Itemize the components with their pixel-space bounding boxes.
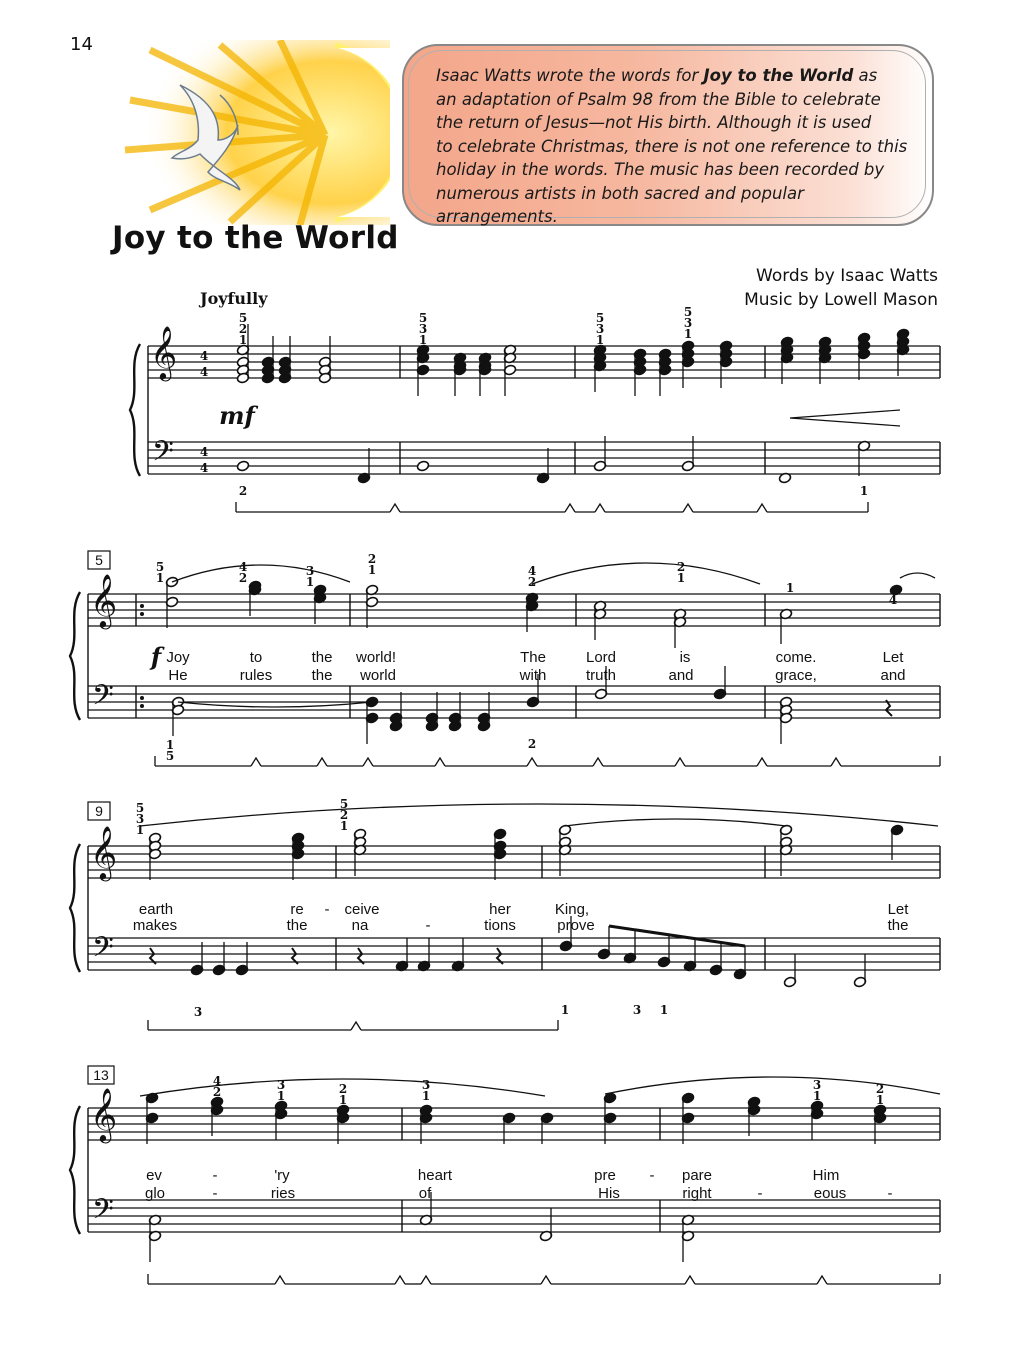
fingering: 1 (135, 823, 145, 837)
fingering: 3 (421, 1078, 431, 1092)
fingering: 1 (276, 1089, 286, 1103)
fingering: 5 (135, 801, 145, 815)
lyric-verse2: eous (813, 1185, 847, 1202)
lyric-verse2: na (351, 917, 369, 934)
note-head (236, 460, 249, 472)
lyric-verse1: the (311, 649, 333, 666)
pedal-change (421, 1276, 431, 1284)
time-signature-bottom: 4 (199, 461, 209, 475)
fingering: 1 (339, 819, 349, 833)
fingering: 1 (367, 563, 377, 577)
lyric-verse1: pare (681, 1167, 713, 1184)
pedal-change (317, 758, 327, 766)
measure-number: 13 (93, 1067, 109, 1083)
lyric-verse2: right (682, 1185, 712, 1202)
fingering: 1 (659, 1003, 669, 1017)
fingering: 3 (135, 812, 145, 826)
fingering: 2 (339, 808, 349, 822)
pedal-change (351, 1022, 361, 1030)
slur (565, 819, 786, 826)
lyric-verse1: pre (594, 1167, 616, 1184)
dynamic-mf: mf (219, 401, 255, 430)
lyric-verse1: - (212, 1167, 218, 1184)
pedal-change (363, 758, 373, 766)
lyric-verse2: world (360, 667, 396, 684)
lyric-verse1: King, (554, 901, 590, 918)
repeat-dot (140, 704, 144, 708)
fingering: 3 (276, 1078, 286, 1092)
slur (140, 804, 938, 826)
slur (172, 565, 350, 582)
fingering: 5 (683, 305, 693, 319)
crescendo-hairpin (790, 410, 900, 426)
fingering: 5 (238, 311, 248, 325)
lyric-verse2: He (168, 667, 188, 684)
pedal-change (757, 504, 767, 512)
pedal-change (593, 758, 603, 766)
brace (70, 592, 80, 720)
fingering: 2 (238, 484, 248, 498)
lyric-verse1: - (649, 1167, 655, 1184)
bass-clef-icon: 𝄢 (92, 931, 114, 971)
fingering: 1 (165, 738, 175, 752)
fingering: 5 (155, 560, 165, 574)
measure-number: 9 (95, 803, 103, 819)
fingering: 4 (527, 564, 537, 578)
lyric-verse2: truth (585, 667, 617, 684)
lyric-verse1: 'ry (274, 1167, 290, 1184)
lyric-verse1: earth (138, 901, 174, 918)
fingering: 1 (595, 333, 605, 347)
music-credit: Music by Lowell Mason (744, 290, 938, 310)
lyric-verse2: glo (144, 1185, 166, 1202)
lyric-verse1: her (489, 901, 511, 918)
fingering: 3 (418, 322, 428, 336)
lyric-verse2: tions (484, 917, 516, 934)
lyric-verse1: Let (887, 901, 909, 918)
fingering: 4 (238, 560, 248, 574)
repeat-dot (140, 696, 144, 700)
time-signature-top: 4 (199, 445, 209, 459)
slur (605, 1077, 940, 1094)
fingering: 2 (238, 571, 248, 585)
lyric-verse1: Him (812, 1167, 840, 1184)
pedal-change (541, 1276, 551, 1284)
lyric-verse2: the (887, 917, 909, 934)
slur (178, 702, 372, 707)
fingering: 2 (338, 1082, 348, 1096)
info-line: holiday in the words. The music has been recorded by (436, 160, 885, 179)
pedal-change (685, 1276, 695, 1284)
lyric-verse2: - (425, 917, 431, 934)
fingering: 1 (812, 1089, 822, 1103)
fingering: 3 (193, 1005, 203, 1019)
lyric-verse2: and (668, 667, 694, 684)
lyric-verse1: Let (882, 649, 904, 666)
pedal-change (683, 504, 693, 512)
pedal-change (435, 758, 445, 766)
fingering: 1 (238, 333, 248, 347)
fingering: 4 (212, 1074, 222, 1088)
lyric-verse1: to (249, 649, 263, 666)
slur (900, 573, 935, 578)
fingering: 1 (683, 327, 693, 341)
brace (130, 344, 140, 476)
info-line: Isaac Watts wrote the words for Joy to the World as (436, 66, 878, 85)
lyric-verse1: Lord (585, 649, 617, 666)
tempo-marking: Joyfully (200, 289, 268, 308)
fingering: 1 (155, 571, 165, 585)
fingering: 1 (785, 581, 795, 595)
pedal-change (390, 504, 400, 512)
lyric-verse1: re (290, 901, 304, 918)
info-line: numerous artists in both sacred and popular arrangements. (436, 183, 804, 226)
lyric-verse2: - (887, 1185, 893, 1202)
pedal-change (565, 504, 575, 512)
fingering: 2 (238, 322, 248, 336)
brace (70, 844, 80, 972)
pedal-change (595, 504, 605, 512)
time-signature-top: 4 (199, 349, 209, 363)
page-number: 14 (70, 34, 93, 55)
fingering: 1 (676, 571, 686, 585)
lyric-verse2: ries (270, 1185, 296, 1202)
slur (532, 563, 760, 584)
lyric-verse2: the (311, 667, 333, 684)
fingering: 2 (527, 737, 537, 751)
bass-clef-icon: 𝄢 (152, 435, 174, 475)
fingering: 1 (338, 1093, 348, 1107)
pedal-change (675, 758, 685, 766)
info-line: the return of Jesus—not His birth. Although it is used (436, 113, 872, 132)
note-head (416, 460, 429, 472)
fingering: 2 (527, 575, 537, 589)
fingering: 1 (418, 333, 428, 347)
fingering: 2 (212, 1085, 222, 1099)
song-title: Joy to the World (112, 220, 399, 256)
treble-clef-icon: 𝄞 (90, 573, 118, 627)
lyric-verse1: The (520, 649, 546, 666)
lyric-verse2: of (418, 1185, 432, 1202)
fingering: 2 (367, 552, 377, 566)
pedal-change (251, 758, 261, 766)
fingering: 5 (339, 797, 349, 811)
fingering: 5 (595, 311, 605, 325)
pedal-change (395, 1276, 405, 1284)
fingering: 3 (812, 1078, 822, 1092)
measure-number: 5 (95, 552, 103, 568)
lyric-verse1: come. (775, 649, 817, 666)
lyric-verse1: Joy (166, 649, 190, 666)
lyric-verse2: rules (239, 667, 273, 684)
time-signature-bottom: 4 (199, 365, 209, 379)
pedal-change (757, 758, 767, 766)
fingering: 3 (305, 564, 315, 578)
treble-clef-icon: 𝄞 (90, 1087, 118, 1141)
lyric-verse2: prove (557, 917, 595, 934)
lyric-verse2: makes (132, 917, 178, 934)
fingering: 1 (421, 1089, 431, 1103)
lyric-verse2: with (519, 667, 547, 684)
lyric-verse2: the (286, 917, 308, 934)
lyric-verse2: - (212, 1185, 218, 1202)
fingering: 3 (683, 316, 693, 330)
fingering: 1 (305, 575, 315, 589)
lyric-verse1: is (679, 649, 691, 666)
repeat-dot (140, 612, 144, 616)
lyric-verse1: ev (146, 1167, 162, 1184)
lyric-verse1: ceive (344, 901, 380, 918)
fingering: 3 (632, 1003, 642, 1017)
lyric-verse2: - (757, 1185, 763, 1202)
beam (609, 926, 745, 946)
fingering: 2 (875, 1082, 885, 1096)
treble-clef-icon: 𝄞 (90, 825, 118, 879)
dynamic-f: f (150, 642, 162, 671)
pedal-change (817, 1276, 827, 1284)
words-credit: Words by Isaac Watts (756, 266, 938, 286)
bass-clef-icon: 𝄢 (92, 679, 114, 719)
treble-clef-icon: 𝄞 (150, 325, 178, 379)
fingering: 1 (875, 1093, 885, 1107)
fingering: 4 (888, 593, 898, 607)
lyric-verse2: grace, (775, 667, 817, 684)
info-line: an adaptation of Psalm 98 from the Bible to celebrate (436, 89, 881, 109)
lyric-verse2: and (880, 667, 906, 684)
fingering: 2 (676, 560, 686, 574)
fingering: 3 (595, 322, 605, 336)
fingering: 5 (418, 311, 428, 325)
bass-clef-icon: 𝄢 (92, 1193, 114, 1233)
brace (70, 1106, 80, 1234)
lyric-verse2: His (598, 1185, 620, 1202)
fingering: 5 (165, 749, 175, 763)
pedal-change (831, 758, 841, 766)
repeat-dot (140, 604, 144, 608)
fingering: 1 (859, 484, 869, 498)
pedal-change (275, 1276, 285, 1284)
lyric-verse1: - (324, 901, 330, 918)
fingering: 1 (560, 1003, 570, 1017)
lyric-verse1: heart (417, 1167, 453, 1184)
info-line: to celebrate Christmas, there is not one reference to this (436, 136, 908, 156)
pedal-change (527, 758, 537, 766)
lyric-verse1: world! (355, 649, 397, 666)
